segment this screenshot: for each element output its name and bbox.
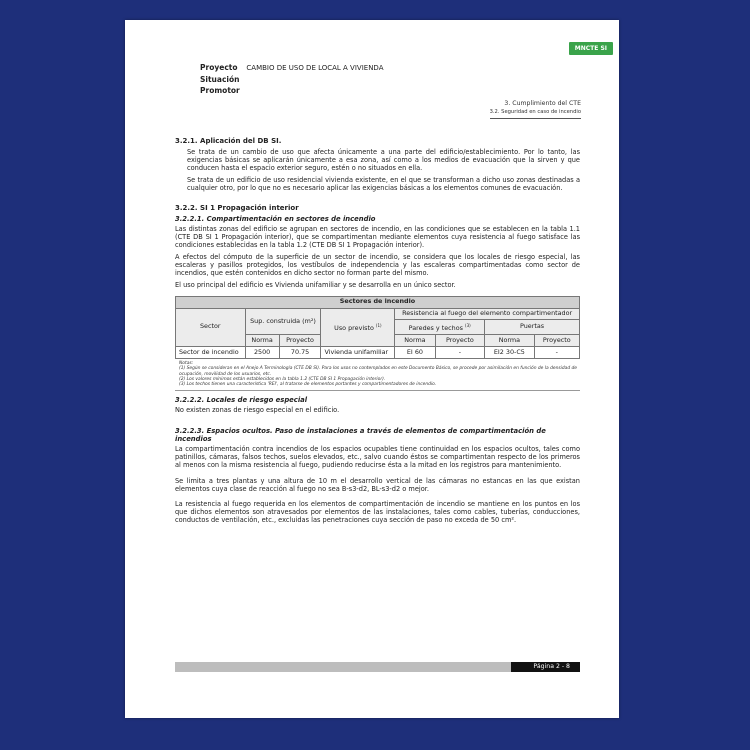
paragraph: No existen zonas de riesgo especial en el edificio. bbox=[175, 406, 340, 415]
paragraph: A efectos del cómputo de la superficie de un sector de incendio, se considera que los locales de riesgo especial, las escaleras y pasillos protegidos, los vestíbulos de independencia y las escaleras compartimentadas como sector de incendios, que estén contenidos en dicho sector no forman parte del mismo. bbox=[175, 252, 580, 277]
page-footer bbox=[175, 662, 580, 672]
paragraph: La compartimentación contra incendios de los espacios ocupables tiene continuidad en los espacios ocultos, tales como patinillos, cámaras, falsos techos, suelos elevados, etc., salvo cuando éstos se compartimentan respecto de los primeros al menos con la misma resistencia al fuego, pudiendo reducirse ésta a la mitad en los registros para mantenimiento. bbox=[175, 444, 580, 469]
col-uso: Uso previsto $^{(1)}$ bbox=[321, 308, 395, 347]
location-label: Situación bbox=[200, 75, 240, 84]
sectors-table bbox=[175, 296, 580, 360]
footnote-ref: (3) bbox=[465, 322, 471, 328]
paragraph: La resistencia al fuego requerida en los elementos de compartimentación de incendio se mantiene en los puntos en los que dichos elementos son atravesados por elementos de las instalaciones, tales como cables, tuberías, conducciones, conductos de ventilación, etc., excluidas las penetraciones cuya sección de paso no exceda de 50 cm². bbox=[175, 500, 580, 525]
cell-paredes-norma: EI 60 bbox=[395, 347, 435, 359]
table-row bbox=[176, 347, 580, 359]
col-proyecto: Proyecto bbox=[279, 335, 321, 347]
col-sector: Sector bbox=[176, 308, 246, 347]
heading-3-2-2-3: 3.2.2.3. Espacios ocultos. Paso de instalaciones a través de elementos de compartimentación de incendios bbox=[175, 427, 546, 443]
section-ref-main: 3. Cumplimiento del CTE bbox=[504, 100, 581, 107]
project-header bbox=[200, 62, 383, 96]
col-proyecto: Proyecto bbox=[534, 335, 579, 347]
col-puertas: Puertas bbox=[485, 320, 580, 335]
paragraph: El uso principal del edificio es Vivienda unifamiliar y se desarrolla en un único sector. bbox=[175, 280, 456, 289]
cell-puertas-norma: EI2 30-C5 bbox=[485, 347, 534, 359]
col-norma: Norma bbox=[485, 335, 534, 347]
document-body bbox=[175, 138, 580, 529]
col-resist: Resistencia al fuego del elemento compartimentador bbox=[395, 308, 580, 320]
table-notes bbox=[175, 361, 580, 391]
heading-3-2-2-1: 3.2.2.1. Compartimentación en sectores de incendio bbox=[175, 215, 376, 224]
cell-paredes-proyecto: - bbox=[435, 347, 485, 359]
col-sup: Sup. construida (m²) bbox=[245, 308, 321, 335]
cell-puertas-proyecto: - bbox=[534, 347, 579, 359]
table-title: Sectores de incendio bbox=[176, 296, 580, 308]
paragraph: Se trata de un edificio de uso residencial vivienda existente, en el que se transforman a dicho uso zonas destinadas a cualquier otro, por lo que no es necesario aplicar las exigencias básicas a los elementos comunes de evacuación. bbox=[187, 175, 580, 192]
heading-3-2-1: 3.2.1. Aplicación del DB SI. bbox=[175, 137, 282, 145]
promoter-label: Promotor bbox=[200, 86, 240, 95]
project-value: CAMBIO DE USO DE LOCAL A VIVIENDA bbox=[246, 64, 384, 72]
col-paredes: Paredes y techos $^{(3)}$ bbox=[395, 320, 485, 335]
heading-3-2-2: 3.2.2. SI 1 Propagación interior bbox=[175, 204, 299, 213]
cell-sup-proyecto: 70.75 bbox=[279, 347, 321, 359]
col-proyecto: Proyecto bbox=[435, 335, 485, 347]
page-number: Página 2 - 8 bbox=[511, 662, 580, 672]
col-norma: Norma bbox=[245, 335, 279, 347]
paragraph: Se limita a tres plantas y una altura de 10 m el desarrollo vertical de las cámaras no estancas en las que existan elementos cuya clase de reacción al fuego no sea B-s3-d2, BL-s3-d2 o mejor. bbox=[175, 476, 580, 493]
doc-badge: MNCTE SI bbox=[569, 42, 613, 55]
paragraph: Se trata de un cambio de uso que afecta únicamente a una parte del edificio/establecimiento. Por lo tanto, las exigencias básicas se aplicarán únicamente a esa zona, así como a los medios de evacuación que la sirven y que conducen hasta el espacio exterior seguro, estén o no situados en ella. bbox=[187, 147, 580, 172]
section-reference bbox=[490, 99, 581, 119]
cell-uso: Vivienda unifamiliar bbox=[321, 347, 395, 359]
note-line: (2) Los valores mínimos están establecidos en la tabla 1.2 (CTE DB SI 1 Propagación interior). bbox=[179, 376, 386, 382]
note-line: Notas: bbox=[179, 361, 194, 367]
cell-sector: Sector de incendio bbox=[176, 347, 246, 359]
document-page bbox=[125, 20, 619, 718]
heading-3-2-2-2: 3.2.2.2. Locales de riesgo especial bbox=[175, 396, 308, 405]
section-ref-sub: 3.2. Seguridad en caso de incendio bbox=[490, 108, 581, 119]
paragraph: Las distintas zonas del edificio se agrupan en sectores de incendio, en las condiciones que se establecen en la tabla 1.1 (CTE DB SI 1 Propagación interior), que se compartimentan mediante elementos cuya resistencia al fuego satisface las condiciones establecidas en la tabla 1.2 (CTE DB SI 1 Propagación interior). bbox=[175, 225, 580, 250]
note-line: (1) Según se consideran en el Anejo A Terminología (CTE DB SI). Para los usos no contemplados en este Documento Básico, se procede por asimilación en función de la densidad de ocupación, movilidad de los usuarios, etc. bbox=[179, 366, 578, 377]
col-norma: Norma bbox=[395, 335, 435, 347]
note-line: (3) Los techos tienen una característica 'REI', al tratarse de elementos portantes y compartimentadores de incendio. bbox=[179, 382, 437, 388]
footnote-ref: (1) bbox=[375, 322, 382, 328]
project-label: Proyecto bbox=[200, 63, 238, 72]
cell-sup-norma: 2500 bbox=[245, 347, 279, 359]
